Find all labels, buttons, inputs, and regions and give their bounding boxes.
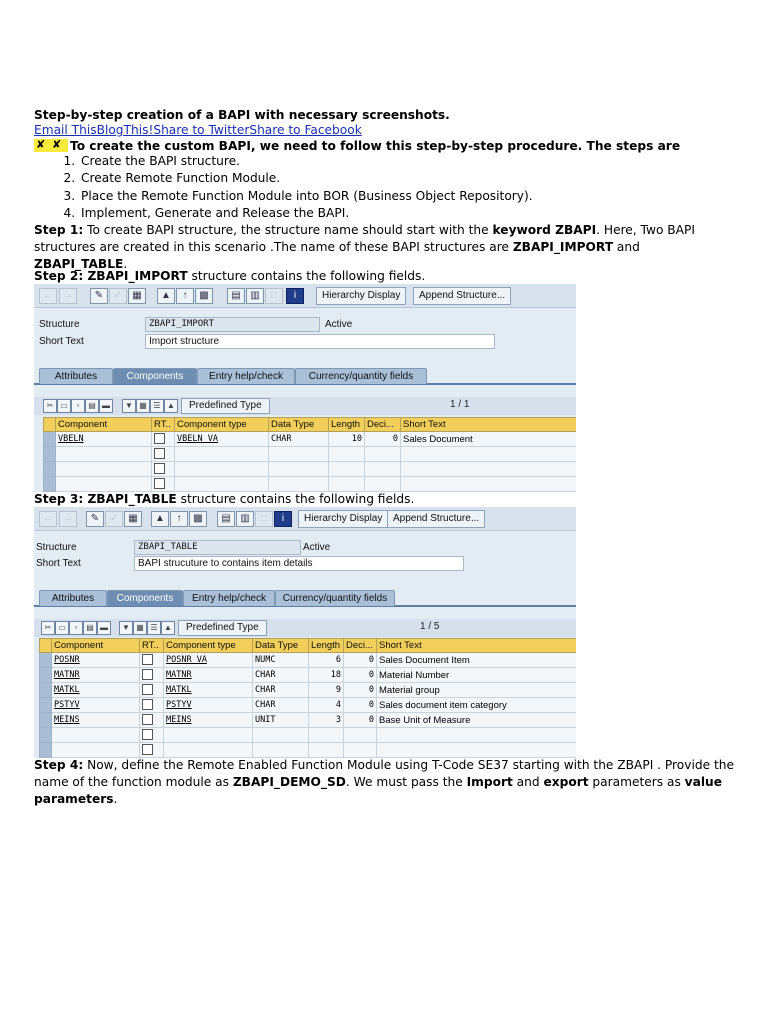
cell-component-type[interactable]: POSNR_VA xyxy=(164,653,253,668)
cell-component[interactable]: MEINS xyxy=(52,713,140,728)
cell-short-text[interactable]: Sales Document xyxy=(401,432,577,447)
rt-checkbox[interactable] xyxy=(154,433,165,444)
structure-label: Structure xyxy=(36,542,77,553)
cell-length[interactable]: 9 xyxy=(309,683,344,698)
cell-decimals[interactable] xyxy=(365,447,401,462)
tab-attributes[interactable]: Attributes xyxy=(39,368,113,384)
check-icon[interactable]: ✓ xyxy=(109,288,127,304)
cell-component-type[interactable]: VBELN_VA xyxy=(175,432,269,447)
forward-arrow-icon[interactable]: → xyxy=(59,511,77,527)
cell-short-text[interactable] xyxy=(401,462,577,477)
cell-short-text[interactable] xyxy=(401,477,577,492)
table-header xyxy=(44,418,577,432)
tree-icon[interactable]: ▤ xyxy=(217,511,235,527)
hierarchy-display-button[interactable]: Hierarchy Display xyxy=(298,510,388,528)
cell-length[interactable]: 3 xyxy=(309,713,344,728)
cell-data-type[interactable]: UNIT xyxy=(253,713,309,728)
row-selector[interactable] xyxy=(44,477,56,492)
cell-rt[interactable] xyxy=(152,477,175,492)
cell-rt[interactable] xyxy=(140,683,164,698)
col-short-text[interactable]: Short Text xyxy=(377,639,577,653)
cell-rt[interactable] xyxy=(140,743,164,758)
sap-screenshot-import xyxy=(34,284,576,492)
steps-list-item: 4. Implement, Generate and Release the BAPI. xyxy=(79,205,533,222)
tab-currency-quantity[interactable]: Currency/quantity fields xyxy=(275,590,395,606)
row-selector[interactable] xyxy=(44,432,56,447)
activate-icon[interactable]: ↑ xyxy=(176,288,194,304)
activate-icon[interactable]: ↑ xyxy=(170,511,188,527)
highlight-icons: ✘ ✘ xyxy=(34,139,68,152)
back-arrow-icon[interactable]: ← xyxy=(39,511,57,527)
cell-decimals[interactable]: 0 xyxy=(365,432,401,447)
short-text-field[interactable]: BAPI strucuture to contains item details xyxy=(134,556,464,571)
table-row xyxy=(44,462,577,477)
table-row xyxy=(44,447,577,462)
cell-data-type[interactable] xyxy=(253,743,309,758)
rt-checkbox[interactable] xyxy=(154,478,165,489)
tab-components[interactable]: Components xyxy=(113,368,197,384)
steps-list-item: 1. Create the BAPI structure. xyxy=(79,153,533,170)
step2-line: Step 2: ZBAPI_IMPORT structure contains the following fields. xyxy=(34,269,426,283)
col-length[interactable]: Length xyxy=(309,639,344,653)
cell-short-text[interactable] xyxy=(377,728,577,743)
display-change-icon[interactable]: ✎ xyxy=(90,288,108,304)
tabstrip xyxy=(34,368,576,385)
row-selector[interactable] xyxy=(40,668,52,683)
cell-rt[interactable] xyxy=(140,653,164,668)
col-rt[interactable]: RT.. xyxy=(152,418,175,432)
components-table xyxy=(39,638,576,758)
row-selector[interactable] xyxy=(40,743,52,758)
step1-paragraph: Step 1: To create BAPI structure, the structure name should start with the keyword ZBAPI. Here, Two BAPI structures are created in this scenario .The name of these BAPI structures are ZBAPI_IMPORT and ZBAPI_TABLE. xyxy=(34,223,695,271)
rt-checkbox[interactable] xyxy=(142,714,153,725)
cell-data-type[interactable]: NUMC xyxy=(253,653,309,668)
row-selector[interactable] xyxy=(40,653,52,668)
application-toolbar xyxy=(34,507,576,531)
grid-toolbar xyxy=(34,619,576,637)
where-used-icon[interactable]: ▲ xyxy=(157,288,175,304)
cell-component[interactable]: VBELN xyxy=(56,432,152,447)
col-component-type[interactable]: Component type xyxy=(175,418,269,432)
step3-line: Step 3: ZBAPI_TABLE structure contains the following fields. xyxy=(34,492,415,506)
cell-decimals[interactable]: 0 xyxy=(344,653,377,668)
tab-attributes[interactable]: Attributes xyxy=(39,590,107,606)
hierarchy-display-button[interactable]: Hierarchy Display xyxy=(316,287,406,305)
col-data-type[interactable]: Data Type xyxy=(253,639,309,653)
share-facebook-link[interactable]: Share to Facebook xyxy=(249,123,362,137)
row-selector[interactable] xyxy=(40,713,52,728)
col-rt[interactable]: RT.. xyxy=(140,639,164,653)
layout-icon[interactable]: ▥ xyxy=(236,511,254,527)
steps-list-item: 3. Place the Remote Function Module into BOR (Business Object Repository). xyxy=(79,188,533,205)
steps-list-item: 2. Create Remote Function Module. xyxy=(79,170,533,187)
paste-icon[interactable]: ▫ xyxy=(69,621,83,635)
cell-rt[interactable] xyxy=(140,698,164,713)
filter-icon[interactable]: ▼ xyxy=(122,399,136,413)
sap-screenshot-table xyxy=(34,507,576,758)
cell-rt[interactable] xyxy=(140,728,164,743)
cell-data-type[interactable] xyxy=(253,728,309,743)
rt-checkbox[interactable] xyxy=(154,463,165,474)
cell-data-type[interactable]: CHAR xyxy=(253,698,309,713)
details-icon[interactable]: ▦ xyxy=(133,621,147,635)
cell-data-type[interactable]: CHAR xyxy=(253,668,309,683)
table-row xyxy=(40,668,577,683)
insert-row-icon[interactable]: ▤ xyxy=(83,621,97,635)
short-text-label: Short Text xyxy=(36,558,81,569)
cell-length[interactable] xyxy=(329,447,365,462)
cell-component[interactable] xyxy=(52,728,140,743)
cell-component-type[interactable] xyxy=(164,743,253,758)
delete-row-icon[interactable]: ▬ xyxy=(97,621,111,635)
cell-component[interactable] xyxy=(56,447,152,462)
check-icon[interactable]: ✓ xyxy=(105,511,123,527)
table-row xyxy=(40,743,577,758)
table-row xyxy=(40,728,577,743)
cell-component[interactable] xyxy=(52,743,140,758)
rt-checkbox[interactable] xyxy=(142,669,153,680)
table-row xyxy=(40,683,577,698)
col-length[interactable]: Length xyxy=(329,418,365,432)
share-links xyxy=(34,122,362,138)
cell-component-type[interactable] xyxy=(175,462,269,477)
grid-toolbar xyxy=(34,397,576,415)
forward-arrow-icon[interactable]: → xyxy=(59,288,77,304)
cell-short-text[interactable] xyxy=(401,447,577,462)
intro-line: ✘ ✘ To create the custom BAPI, we need to follow this step-by-step procedure. The steps are xyxy=(36,138,681,153)
cell-component[interactable]: POSNR xyxy=(52,653,140,668)
test-icon[interactable]: ▩ xyxy=(195,288,213,304)
row-selector-header[interactable] xyxy=(40,639,52,653)
cell-length[interactable]: 4 xyxy=(309,698,344,713)
row-selector[interactable] xyxy=(44,462,56,477)
row-selector[interactable] xyxy=(40,683,52,698)
cell-decimals[interactable]: 0 xyxy=(344,713,377,728)
cell-length[interactable] xyxy=(309,743,344,758)
sort-icon[interactable]: ☰ xyxy=(147,621,161,635)
col-data-type[interactable]: Data Type xyxy=(269,418,329,432)
tab-entry-help[interactable]: Entry help/check xyxy=(197,368,295,384)
structure-label: Structure xyxy=(39,319,80,330)
tab-entry-help[interactable]: Entry help/check xyxy=(183,590,275,606)
col-component[interactable]: Component xyxy=(56,418,152,432)
info-icon[interactable]: i xyxy=(286,288,304,304)
paste-icon[interactable]: ▫ xyxy=(71,399,85,413)
search-help-icon[interactable]: ▲ xyxy=(161,621,175,635)
predefined-type-button[interactable]: Predefined Type xyxy=(181,398,270,414)
table-row xyxy=(40,713,577,728)
search-help-icon[interactable]: ▲ xyxy=(164,399,178,413)
filter-icon[interactable]: ▼ xyxy=(119,621,133,635)
cell-data-type[interactable]: CHAR xyxy=(253,683,309,698)
table-row xyxy=(44,432,577,447)
rt-checkbox[interactable] xyxy=(142,729,153,740)
hierarchy-icon[interactable]: ▦ xyxy=(128,288,146,304)
rt-checkbox[interactable] xyxy=(142,684,153,695)
row-selector[interactable] xyxy=(40,698,52,713)
step4-paragraph: Step 4: Now, define the Remote Enabled Function Module using T-Code SE37 starting with the ZBAPI . Provide the name of the function module as ZBAPI_DEMO_SD. We must pass the Import and export parameters as value parameters. xyxy=(34,758,734,806)
cell-length[interactable] xyxy=(329,477,365,492)
disabled-icon[interactable]: □ xyxy=(265,288,283,304)
cell-component[interactable] xyxy=(56,477,152,492)
cell-decimals[interactable]: 0 xyxy=(344,668,377,683)
row-selector[interactable] xyxy=(40,728,52,743)
cell-data-type[interactable] xyxy=(269,477,329,492)
cell-component-type[interactable]: PSTYV xyxy=(164,698,253,713)
back-arrow-icon[interactable]: ← xyxy=(39,288,57,304)
sort-icon[interactable]: ☰ xyxy=(150,399,164,413)
cell-data-type[interactable] xyxy=(269,462,329,477)
steps-list xyxy=(34,153,533,222)
col-decimals[interactable]: Deci... xyxy=(365,418,401,432)
rt-checkbox[interactable] xyxy=(142,654,153,665)
components-table xyxy=(43,417,576,492)
hierarchy-icon[interactable]: ▦ xyxy=(124,511,142,527)
layout-icon[interactable]: ▥ xyxy=(246,288,264,304)
structure-field[interactable]: ZBAPI_IMPORT xyxy=(145,317,320,332)
cell-component[interactable] xyxy=(56,462,152,477)
page-heading: Step-by-step creation of a BAPI with necessary screenshots. xyxy=(34,108,450,122)
cell-component-type[interactable] xyxy=(164,728,253,743)
disabled-icon[interactable]: □ xyxy=(255,511,273,527)
cell-short-text[interactable]: Base Unit of Measure xyxy=(377,713,577,728)
cell-component-type[interactable] xyxy=(175,447,269,462)
table-row xyxy=(40,653,577,668)
rt-checkbox[interactable] xyxy=(154,448,165,459)
table-row xyxy=(44,477,577,492)
cell-short-text[interactable]: Material group xyxy=(377,683,577,698)
where-used-icon[interactable]: ▲ xyxy=(151,511,169,527)
cell-component-type[interactable]: MATKL xyxy=(164,683,253,698)
rt-checkbox[interactable] xyxy=(142,699,153,710)
cell-component[interactable]: MATNR xyxy=(52,668,140,683)
info-icon[interactable]: i xyxy=(274,511,292,527)
share-twitter-link[interactable]: Share to Twitter xyxy=(153,123,250,137)
cell-length[interactable] xyxy=(309,728,344,743)
col-short-text[interactable]: Short Text xyxy=(401,418,577,432)
cell-length[interactable]: 6 xyxy=(309,653,344,668)
cell-component-type[interactable]: MEINS xyxy=(164,713,253,728)
email-this-link[interactable]: Email This xyxy=(34,123,97,137)
short-text-field[interactable]: Import structure xyxy=(145,334,495,349)
status-label: Active xyxy=(325,319,353,330)
tab-components[interactable]: Components xyxy=(107,590,183,606)
row-selector[interactable] xyxy=(44,447,56,462)
page-counter: 1 / 1 xyxy=(450,399,470,410)
delete-row-icon[interactable]: ▬ xyxy=(99,399,113,413)
append-structure-button[interactable]: Append Structure... xyxy=(413,287,511,305)
rt-checkbox[interactable] xyxy=(142,744,153,755)
copy-icon[interactable]: ▭ xyxy=(55,621,69,635)
application-toolbar xyxy=(34,284,576,308)
blogthis-link[interactable]: BlogThis! xyxy=(96,123,154,137)
short-text-label: Short Text xyxy=(39,336,84,347)
tabstrip xyxy=(34,590,576,607)
cell-decimals[interactable] xyxy=(365,462,401,477)
test-icon[interactable]: ▩ xyxy=(189,511,207,527)
append-structure-button[interactable]: Append Structure... xyxy=(387,510,485,528)
cell-component-type[interactable]: MATNR xyxy=(164,668,253,683)
cell-short-text[interactable] xyxy=(377,743,577,758)
details-icon[interactable]: ▦ xyxy=(136,399,150,413)
insert-row-icon[interactable]: ▤ xyxy=(85,399,99,413)
cell-decimals[interactable] xyxy=(344,728,377,743)
tree-icon[interactable]: ▤ xyxy=(227,288,245,304)
display-change-icon[interactable]: ✎ xyxy=(86,511,104,527)
table-row xyxy=(40,698,577,713)
cell-decimals[interactable]: 0 xyxy=(344,683,377,698)
cell-length[interactable] xyxy=(329,462,365,477)
cell-component-type[interactable] xyxy=(175,477,269,492)
cut-icon[interactable]: ✂ xyxy=(41,621,55,635)
cell-decimals[interactable] xyxy=(365,477,401,492)
copy-icon[interactable]: ▭ xyxy=(57,399,71,413)
cell-short-text[interactable]: Sales document item category xyxy=(377,698,577,713)
cell-rt[interactable] xyxy=(152,447,175,462)
cut-icon[interactable]: ✂ xyxy=(43,399,57,413)
cell-rt[interactable] xyxy=(152,462,175,477)
tab-currency-quantity[interactable]: Currency/quantity fields xyxy=(295,368,427,384)
cell-rt[interactable] xyxy=(140,713,164,728)
col-component-type[interactable]: Component type xyxy=(164,639,253,653)
page-counter: 1 / 5 xyxy=(420,621,440,632)
cell-length[interactable]: 18 xyxy=(309,668,344,683)
cell-short-text[interactable]: Sales Document Item xyxy=(377,653,577,668)
structure-field[interactable]: ZBAPI_TABLE xyxy=(134,540,301,555)
cell-data-type[interactable]: CHAR xyxy=(269,432,329,447)
col-component[interactable]: Component xyxy=(52,639,140,653)
row-selector-header[interactable] xyxy=(44,418,56,432)
cell-component[interactable]: MATKL xyxy=(52,683,140,698)
cell-short-text[interactable]: Material Number xyxy=(377,668,577,683)
cell-decimals[interactable] xyxy=(344,743,377,758)
cell-length[interactable]: 10 xyxy=(329,432,365,447)
cell-rt[interactable] xyxy=(152,432,175,447)
col-decimals[interactable]: Deci... xyxy=(344,639,377,653)
table-header xyxy=(40,639,577,653)
cell-rt[interactable] xyxy=(140,668,164,683)
cell-data-type[interactable] xyxy=(269,447,329,462)
status-label: Active xyxy=(303,542,331,553)
predefined-type-button[interactable]: Predefined Type xyxy=(178,620,267,636)
cell-decimals[interactable]: 0 xyxy=(344,698,377,713)
cell-component[interactable]: PSTYV xyxy=(52,698,140,713)
